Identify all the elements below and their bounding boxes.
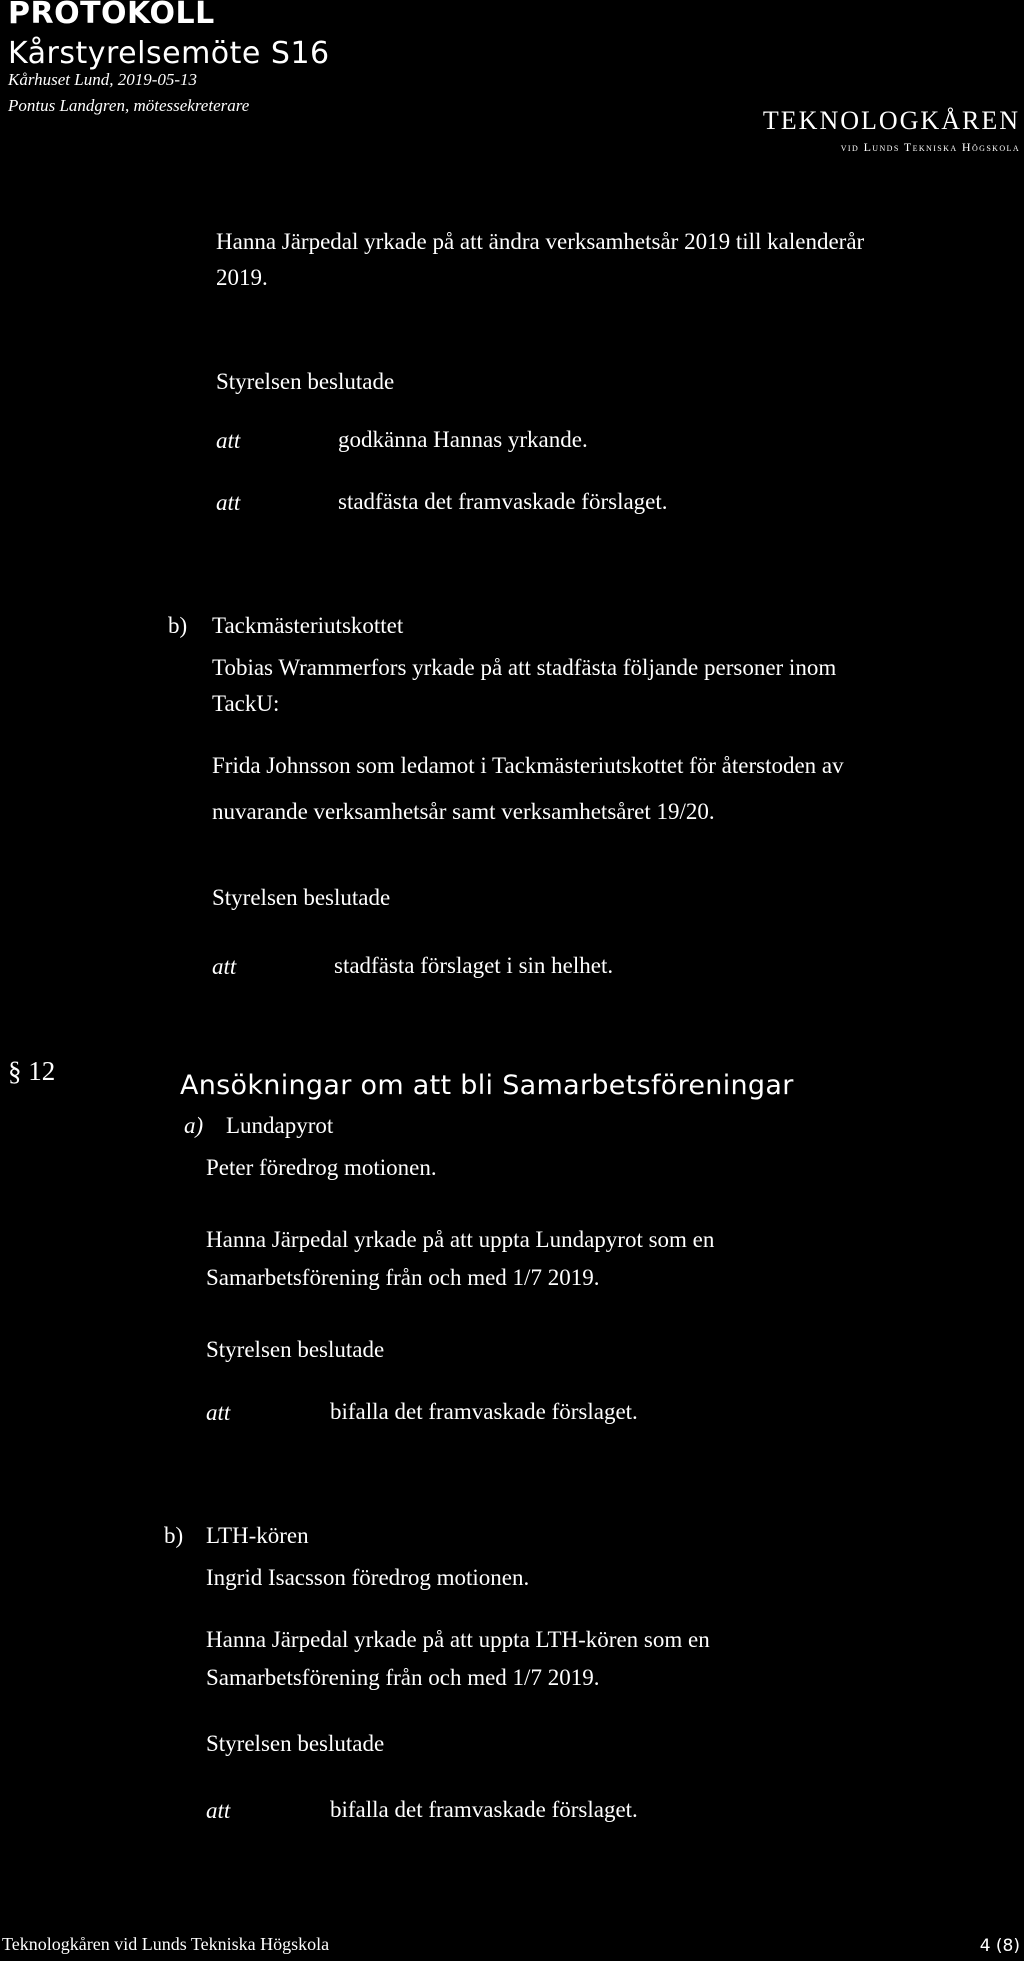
- att-label: att: [212, 954, 237, 979]
- motion-text-cont: 2019.: [216, 265, 268, 290]
- motion-text-cont: TackU:: [212, 691, 280, 716]
- subsection-title: Tackmästeriutskottet: [212, 613, 404, 638]
- motion-text-cont: Samarbetsförening från och med 1/7 2019.: [206, 1665, 600, 1690]
- meeting-secretary: Pontus Landgren, mötessekreterare: [8, 96, 250, 115]
- decision-text: bifalla det framvaskade förslaget.: [330, 1797, 638, 1822]
- att-label: att: [216, 490, 241, 515]
- motion-text: Hanna Järpedal yrkade på att ändra verksamhetsår 2019 till kalenderår: [216, 229, 865, 254]
- motion-text: Hanna Järpedal yrkade på att uppta Lundapyrot som en: [206, 1227, 715, 1252]
- subsection-title: LTH-kören: [206, 1523, 309, 1548]
- section-title: Ansökningar om att bli Samarbetsföreningar: [180, 1070, 794, 1101]
- nomination-text-cont: nuvarande verksamhetsår samt verksamhetsåret 19/20.: [212, 799, 715, 824]
- decision-heading: Styrelsen beslutade: [212, 885, 391, 910]
- decision-text: stadfästa förslaget i sin helhet.: [334, 953, 614, 978]
- document-title: PROTOKOLL: [8, 0, 215, 31]
- att-label: att: [206, 1400, 231, 1425]
- att-label: att: [216, 428, 241, 453]
- nomination-text: Frida Johnsson som ledamot i Tackmästeriutskottet för återstoden av: [212, 753, 844, 778]
- subsection-letter: a): [184, 1113, 204, 1138]
- page-number: 4 (8): [979, 1936, 1020, 1956]
- decision-heading: Styrelsen beslutade: [206, 1731, 385, 1756]
- decision-text: godkänna Hannas yrkande.: [338, 427, 588, 452]
- decision-text: stadfästa det framvaskade förslaget.: [338, 489, 668, 514]
- subsection-letter: b): [164, 1523, 184, 1548]
- decision-heading: Styrelsen beslutade: [206, 1337, 385, 1362]
- motion-text: Tobias Wrammerfors yrkade på att stadfästa följande personer inom: [212, 655, 837, 680]
- org-logo-subtitle: vid Lunds Tekniska Högskola: [840, 140, 1020, 154]
- decision-heading: Styrelsen beslutade: [216, 369, 395, 394]
- presenter-text: Peter föredrog motionen.: [206, 1155, 437, 1180]
- footer-org: Teknologkåren vid Lunds Tekniska Högskola: [2, 1934, 330, 1954]
- presenter-text: Ingrid Isacsson föredrog motionen.: [206, 1565, 530, 1590]
- meeting-location-date: Kårhuset Lund, 2019-05-13: [8, 70, 198, 89]
- document-subtitle: Kårstyrelsemöte S16: [8, 36, 330, 71]
- motion-text-cont: Samarbetsförening från och med 1/7 2019.: [206, 1265, 600, 1290]
- decision-text: bifalla det framvaskade förslaget.: [330, 1399, 638, 1424]
- org-logo-name: TEKNOLOGKÅREN: [762, 106, 1020, 135]
- motion-text: Hanna Järpedal yrkade på att uppta LTH-kören som en: [206, 1627, 710, 1652]
- section-number: § 12: [8, 1056, 56, 1086]
- subsection-letter: b): [168, 613, 188, 638]
- subsection-title: Lundapyrot: [226, 1113, 334, 1138]
- att-label: att: [206, 1798, 231, 1823]
